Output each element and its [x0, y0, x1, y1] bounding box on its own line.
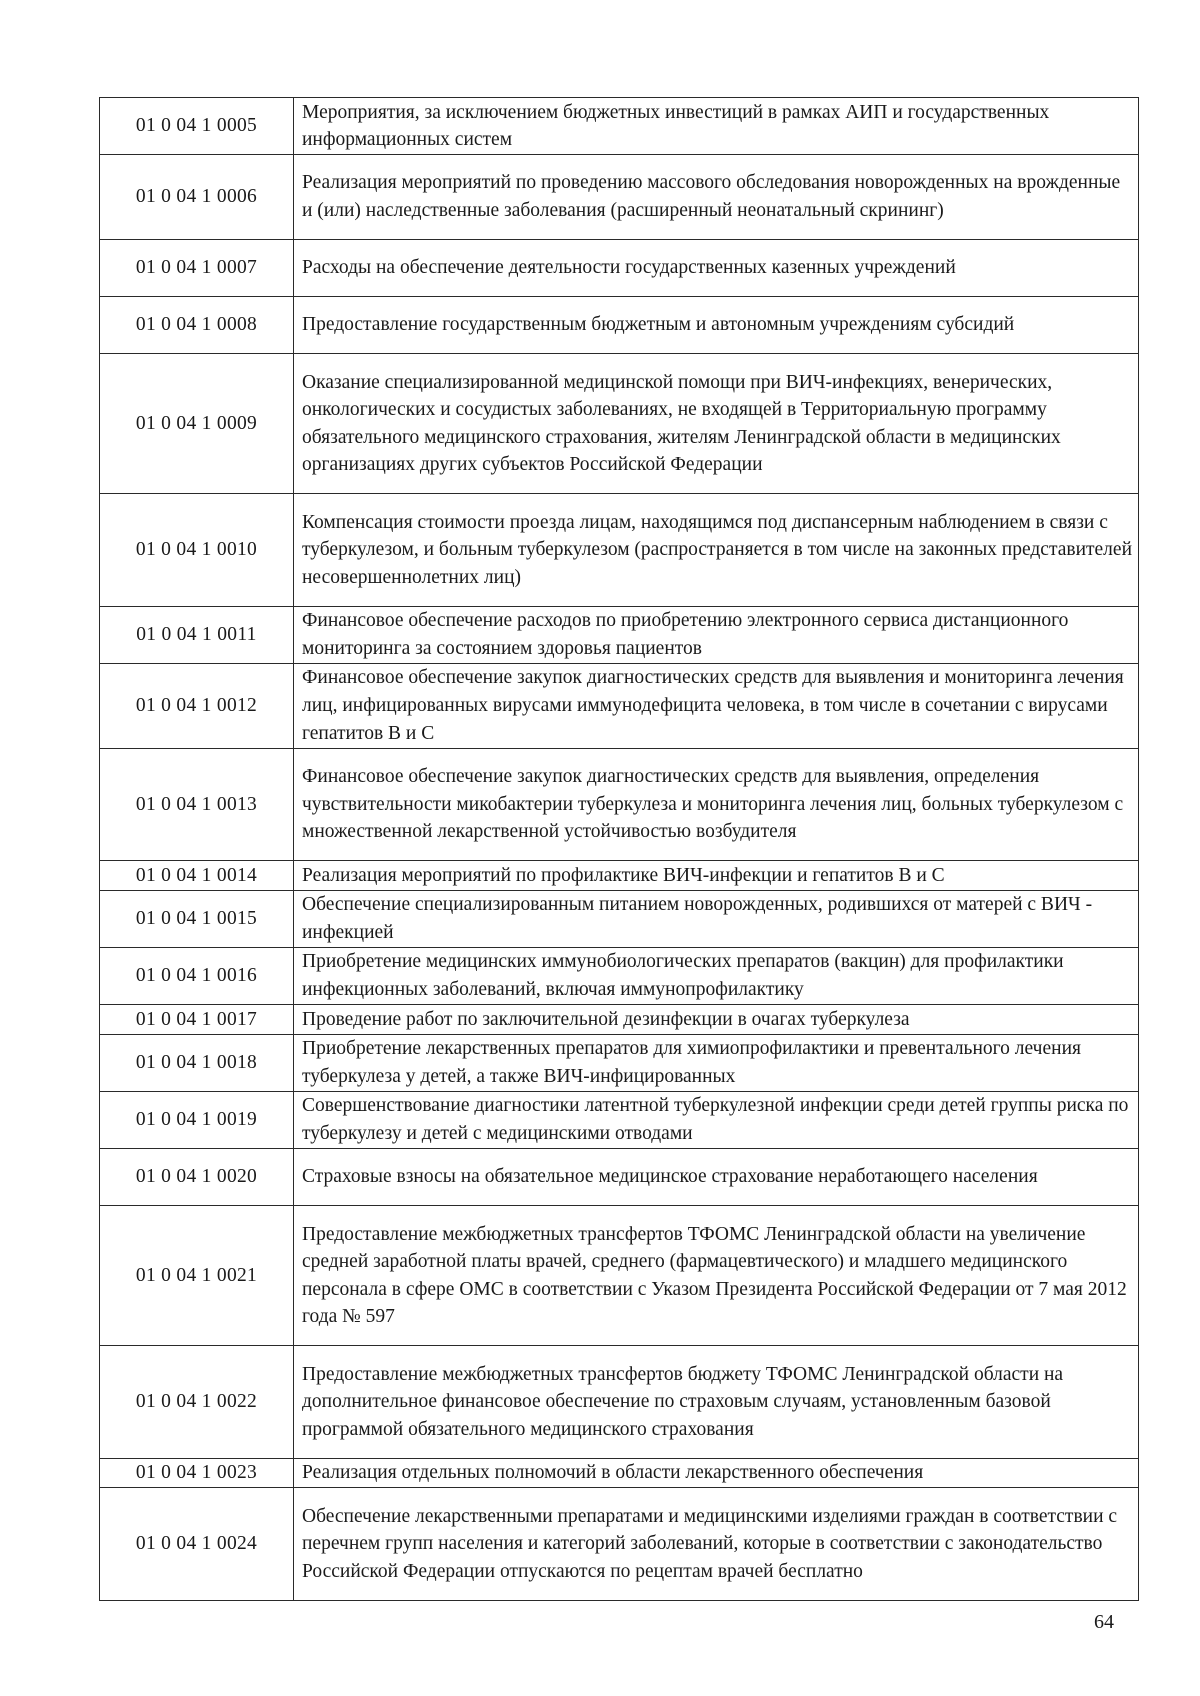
budget-code-cell: 01 0 04 1 0009 [100, 354, 294, 494]
expense-description-cell: Проведение работ по заключительной дезинфекции в очагах туберкулеза [294, 1005, 1139, 1035]
table-row [100, 239, 1139, 296]
budget-code-cell: 01 0 04 1 0010 [100, 494, 294, 606]
table-row [100, 98, 1139, 155]
budget-code-cell: 01 0 04 1 0023 [100, 1458, 294, 1488]
expense-description-cell: Реализация отдельных полномочий в области лекарственного обеспечения [294, 1458, 1139, 1488]
budget-code-cell: 01 0 04 1 0021 [100, 1206, 294, 1346]
budget-code-cell: 01 0 04 1 0007 [100, 239, 294, 296]
budget-code-cell: 01 0 04 1 0008 [100, 297, 294, 354]
budget-code-cell: 01 0 04 1 0018 [100, 1034, 294, 1091]
table-row [100, 494, 1139, 606]
budget-code-cell: 01 0 04 1 0013 [100, 748, 294, 860]
expense-description-cell: Предоставление межбюджетных трансфертов ТФОМС Ленинградской области на увеличение средней заработной платы врачей, среднего (фармацевтического) и младшего медицинского персонала в сфере ОМС в соответствии с Указом Президента Российской Федерации от 7 мая 2012 года № 597 [294, 1206, 1139, 1346]
budget-code-cell: 01 0 04 1 0022 [100, 1346, 294, 1458]
budget-code-cell: 01 0 04 1 0024 [100, 1488, 294, 1600]
expense-description-cell: Реализация мероприятий по проведению массового обследования новорожденных на врожденные и (или) наследственные заболевания (расширенный неонатальный скрининг) [294, 155, 1139, 240]
table-row [100, 1149, 1139, 1206]
budget-codes-table [99, 97, 1139, 1601]
budget-code-cell: 01 0 04 1 0011 [100, 606, 294, 663]
budget-code-cell: 01 0 04 1 0019 [100, 1091, 294, 1148]
table-row [100, 890, 1139, 947]
budget-code-cell: 01 0 04 1 0014 [100, 861, 294, 891]
budget-code-cell: 01 0 04 1 0015 [100, 890, 294, 947]
table-row [100, 947, 1139, 1004]
expense-description-cell: Обеспечение специализированным питанием новорожденных, родившихся от матерей с ВИЧ - инфекцией [294, 890, 1139, 947]
expense-description-cell: Финансовое обеспечение расходов по приобретению электронного сервиса дистанционного мониторинга за состоянием здоровья пациентов [294, 606, 1139, 663]
table-row [100, 606, 1139, 663]
table-row [100, 748, 1139, 860]
table-body [100, 98, 1139, 1601]
table-row [100, 354, 1139, 494]
expense-description-cell: Страховые взносы на обязательное медицинское страхование неработающего населения [294, 1149, 1139, 1206]
expense-description-cell: Приобретение медицинских иммунобиологических препаратов (вакцин) для профилактики инфекционных заболеваний, включая иммунопрофилактику [294, 947, 1139, 1004]
table-row [100, 1091, 1139, 1148]
table-row [100, 1458, 1139, 1488]
expense-description-cell: Обеспечение лекарственными препаратами и медицинскими изделиями граждан в соответствии с перечнем групп населения и категорий заболеваний, которые в соответствии с законодательство Российской Федерации отпускаются по рецептам врачей бесплатно [294, 1488, 1139, 1600]
expense-description-cell: Приобретение лекарственных препаратов для химиопрофилактики и превентального лечения туберкулеза у детей, а также ВИЧ-инфицированных [294, 1034, 1139, 1091]
budget-codes-sheet [99, 97, 1139, 1601]
expense-description-cell: Финансовое обеспечение закупок диагностических средств для выявления и мониторинга лечения лиц, инфицированных вирусами иммунодефицита человека, в том числе в сочетании с вирусами гепатитов В и С [294, 663, 1139, 748]
expense-description-cell: Финансовое обеспечение закупок диагностических средств для выявления, определения чувствительности микобактерии туберкулеза и мониторинга лечения лиц, больных туберкулезом с множественной лекарственной устойчивостью возбудителя [294, 748, 1139, 860]
expense-description-cell: Мероприятия, за исключением бюджетных инвестиций в рамках АИП и государственных информационных систем [294, 98, 1139, 155]
page-number: 64 [1094, 1611, 1114, 1633]
budget-code-cell: 01 0 04 1 0016 [100, 947, 294, 1004]
table-row [100, 1346, 1139, 1458]
budget-code-cell: 01 0 04 1 0017 [100, 1005, 294, 1035]
table-row [100, 155, 1139, 240]
expense-description-cell: Компенсация стоимости проезда лицам, находящимся под диспансерным наблюдением в связи с туберкулезом, и больным туберкулезом (распространяется в том числе на законных представителей несовершеннолетних лиц) [294, 494, 1139, 606]
budget-code-cell: 01 0 04 1 0020 [100, 1149, 294, 1206]
table-row [100, 297, 1139, 354]
table-row [100, 663, 1139, 748]
expense-description-cell: Предоставление межбюджетных трансфертов бюджету ТФОМС Ленинградской области на дополнительное финансовое обеспечение по страховым случаям, установленным базовой программой обязательного медицинского страхования [294, 1346, 1139, 1458]
expense-description-cell: Оказание специализированной медицинской помощи при ВИЧ-инфекциях, венерических, онкологических и сосудистых заболеваниях, не входящей в Территориальную программу обязательного медицинского страхования, жителям Ленинградской области в медицинских организациях других субъектов Российской Федерации [294, 354, 1139, 494]
budget-code-cell: 01 0 04 1 0006 [100, 155, 294, 240]
table-row [100, 1206, 1139, 1346]
table-row [100, 1488, 1139, 1600]
table-row [100, 861, 1139, 891]
budget-code-cell: 01 0 04 1 0005 [100, 98, 294, 155]
expense-description-cell: Совершенствование диагностики латентной туберкулезной инфекции среди детей группы риска по туберкулезу и детей с медицинскими отводами [294, 1091, 1139, 1148]
table-row [100, 1005, 1139, 1035]
budget-code-cell: 01 0 04 1 0012 [100, 663, 294, 748]
expense-description-cell: Предоставление государственным бюджетным и автономным учреждениям субсидий [294, 297, 1139, 354]
expense-description-cell: Реализация мероприятий по профилактике ВИЧ-инфекции и гепатитов В и С [294, 861, 1139, 891]
table-row [100, 1034, 1139, 1091]
expense-description-cell: Расходы на обеспечение деятельности государственных казенных учреждений [294, 239, 1139, 296]
